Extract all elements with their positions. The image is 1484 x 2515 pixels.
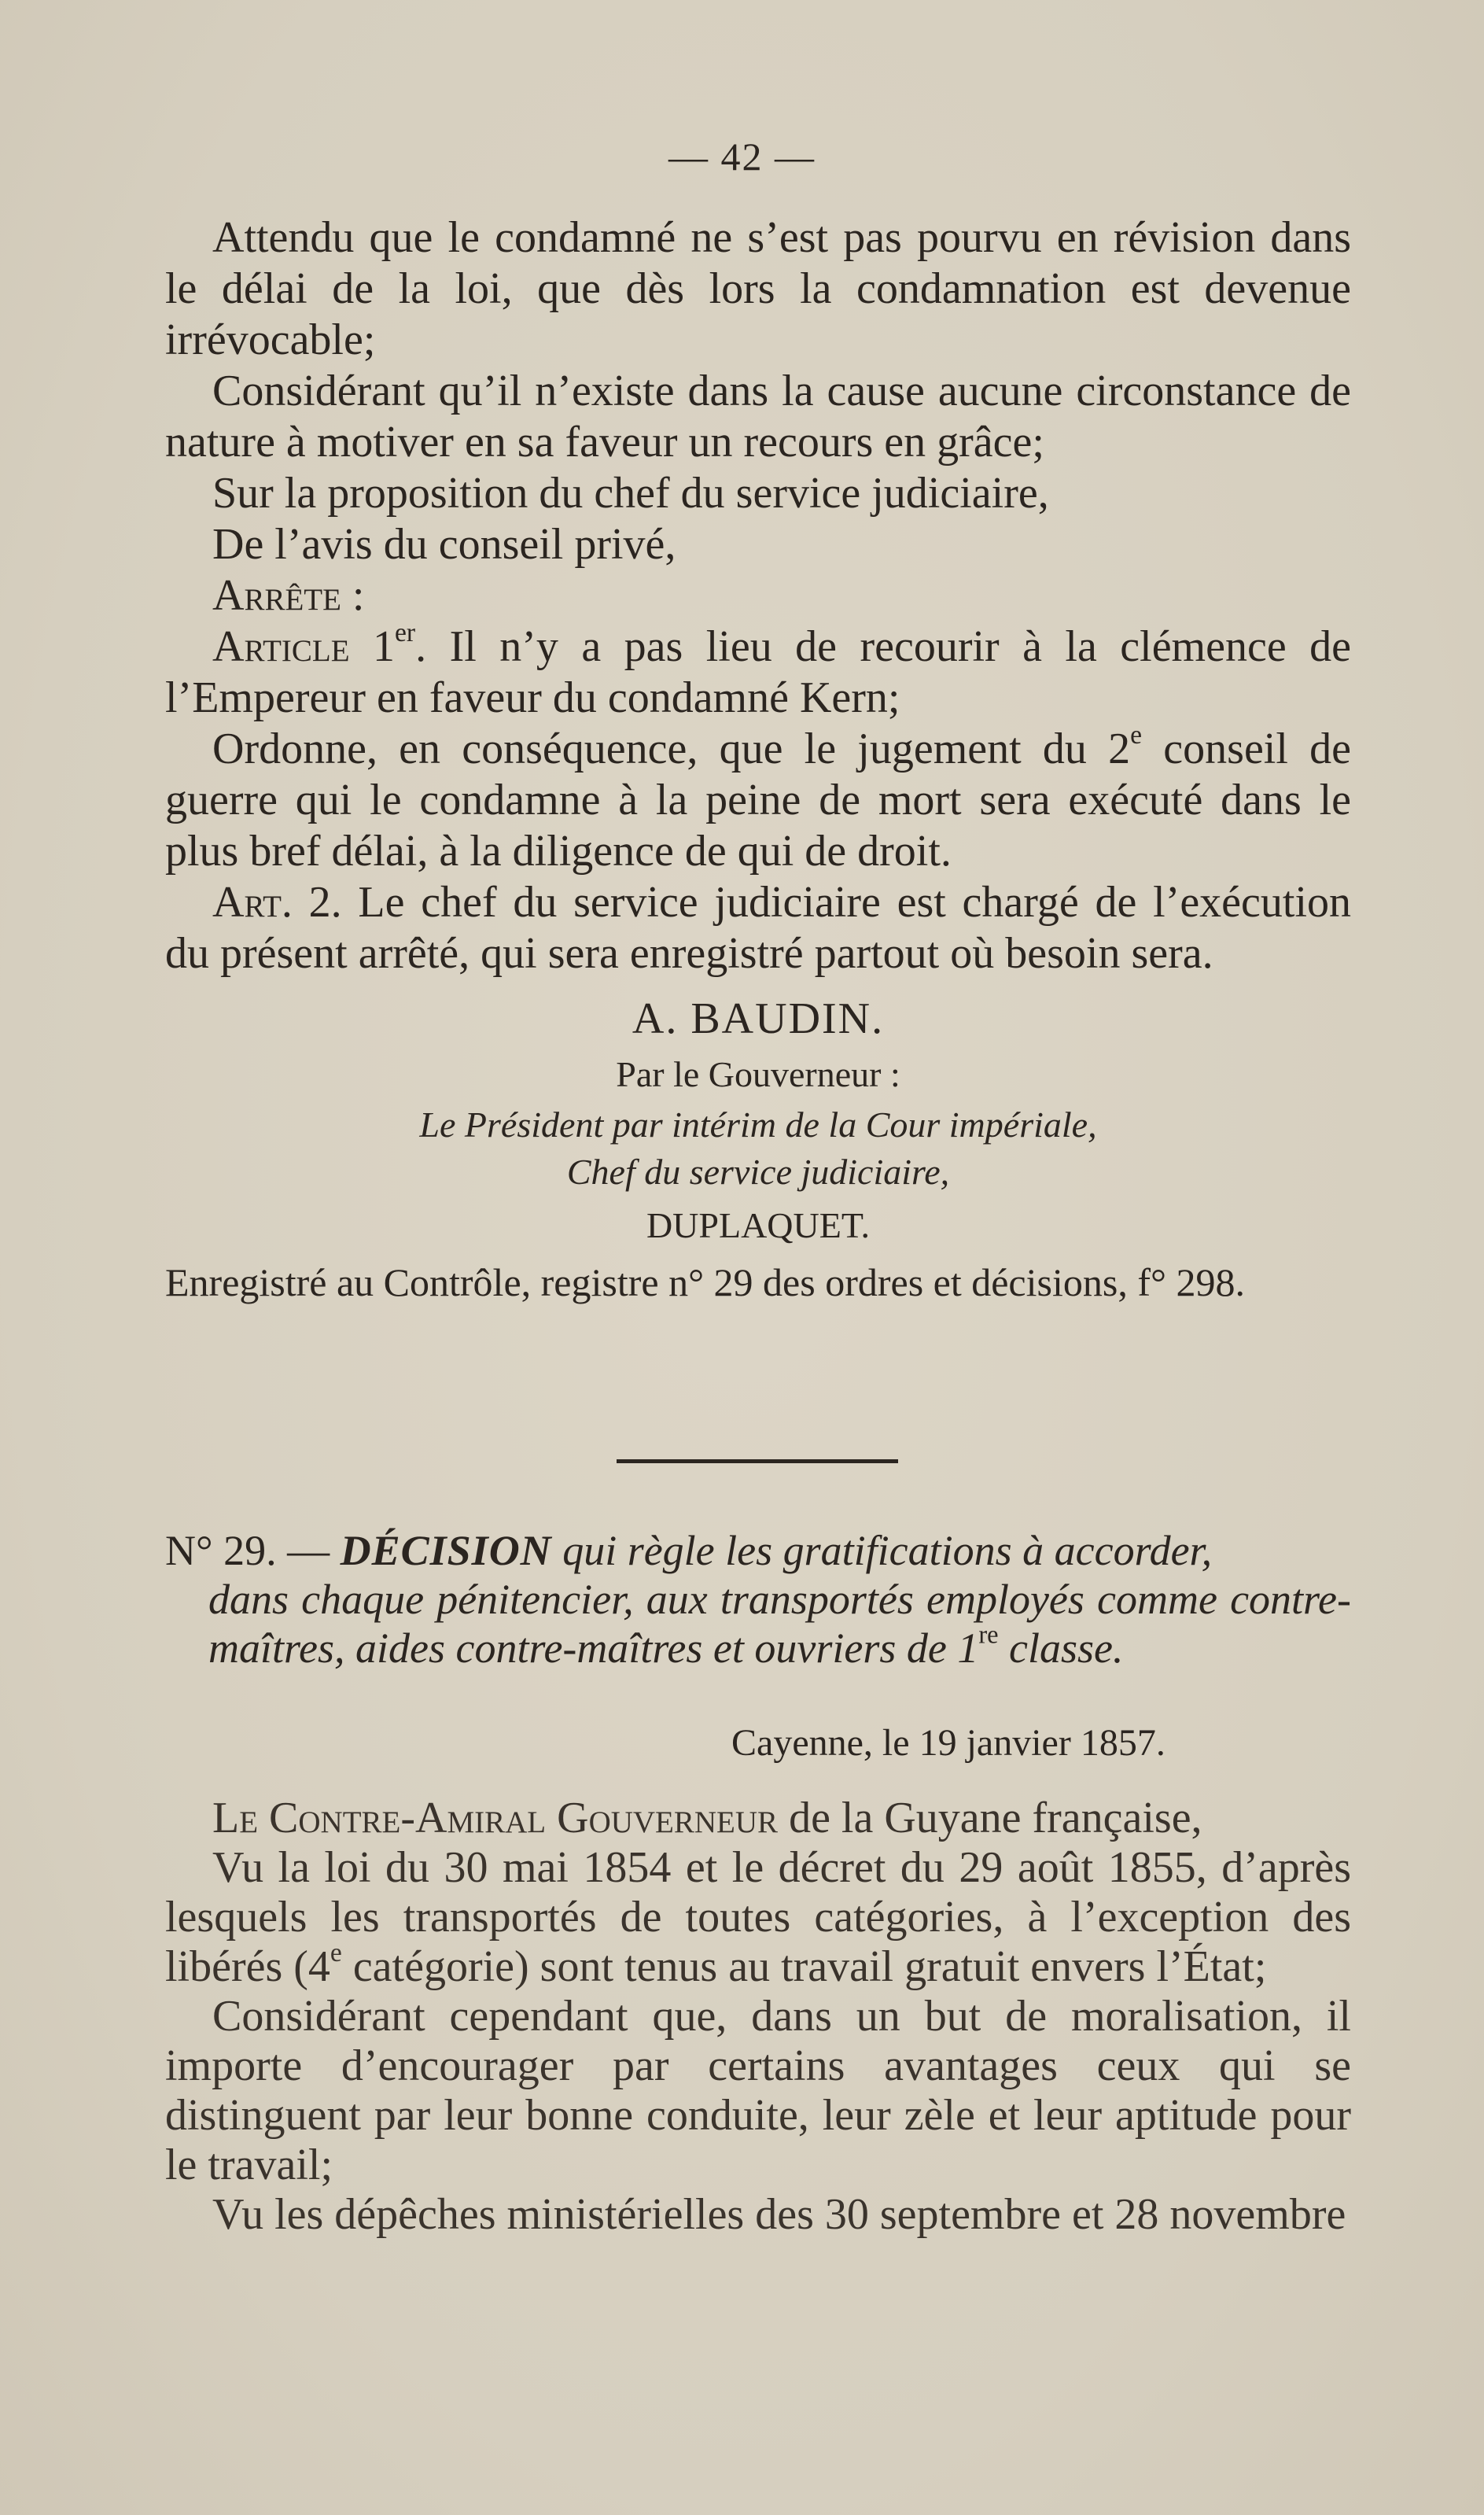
signature-name-2: DUPLAQUET. [646,1205,871,1245]
vu-loi-after: catégorie) sont tenus au travail gratuit envers l’État; [341,1942,1267,1991]
enregistre-line: Enregistré au Contrôle, registre n° 29 des ordres et décisions, f° 298. [165,1260,1245,1304]
paragraph-vu-loi [165,1843,1351,1992]
heading-line-1 [165,1526,1351,1575]
paragraph-attendu: Attendu que le condamné ne s’est pas pourvu en révision dans le délai de la loi, que dès lors la condamnation est devenue irrévocable; [165,213,1351,364]
paragraph-vu-depeches: Vu les dépêches ministérielles des 30 septembre et 28 novembre [212,2190,1346,2239]
article-1-sup: er [395,618,416,647]
vu-loi-sup: e [330,1938,342,1967]
ordonne-sup: e [1130,720,1143,750]
gouverneur-line [165,1794,1351,1843]
arrete-text: Arrête : [212,571,365,620]
paragraph-ordonne [165,720,1352,877]
article-1-text: . Il n’y a pas lieu de recourir à la clémence de l’Empereur en faveur du condamné Kern; [165,622,1351,722]
heading-sup: re [978,1621,999,1650]
heading-text-3: classe. [998,1624,1124,1672]
article-1-label: Article 1 [212,622,396,671]
heading-line-2 [165,1575,1351,1672]
gouverneur-label: Le Contre-Amiral Gouverneur [212,1794,779,1842]
paragraph-proposition: Sur la proposition du chef du service judiciaire, [212,469,1049,518]
ordonne-after: conseil de guerre qui le condamne à la peine de mort sera exécuté dans le plus bref délai, à la diligence de qui de droit. [165,725,1352,876]
signature-name: A. BAUDIN. [632,994,885,1043]
ordonne-before: Ordonne, en conséquence, que le jugement du 2 [212,725,1131,773]
article-2-text: 2. Le chef du service judiciaire est chargé de l’exécution du présent arrêté, qui sera enregistré partout où besoin sera. [165,878,1351,978]
arrete-label [165,570,1351,621]
article-2 [165,877,1351,979]
heading-number: N° 29. — [165,1527,341,1574]
decision-heading [165,1526,1351,1672]
decision-body [165,1794,1351,2240]
signature-par: Par le Gouverneur : [616,1054,900,1094]
article-1 [165,618,1351,724]
signature-block [165,994,1351,1249]
article-2-label: Art. [212,878,293,927]
paragraph-considerant-2: Considérant cependant que, dans un but de moralisation, il importe d’encourager par certains avantages ceux qui se distinguent par leur bonne conduite, leur zèle et leur aptitude pour le travail; [165,1992,1351,2189]
signature-role-2: Chef du service judiciaire, [566,1152,950,1192]
page-number: — 42 — [668,135,816,179]
paragraph-avis: De l’avis du conseil privé, [212,520,676,569]
section-divider [617,1459,898,1463]
heading-keyword: DÉCISION [340,1527,552,1574]
vu-loi-before: Vu la loi du 30 mai 1854 et le décret du 29 août 1855, d’après lesquels les transportés de toutes catégories, à l’exception des libérés (4 [165,1843,1351,1991]
heading-text-1: qui règle les gratifications à accorder, [551,1527,1213,1574]
paragraph-considerant: Considérant qu’il n’existe dans la cause aucune circonstance de nature à motiver en sa faveur un recours en grâce; [165,367,1351,466]
gouverneur-text: de la Guyane française, [778,1794,1202,1842]
signature-role-1: Le Président par intérim de la Cour impériale, [419,1104,1097,1145]
dateline: Cayenne, le 19 janvier 1857. [731,1722,1165,1764]
heading-text-2: dans chaque pénitencier, aux transportés employés comme contre-maîtres, aides contre-maîtres et ouvriers de 1 [208,1576,1351,1672]
decree-body [165,212,1351,1306]
